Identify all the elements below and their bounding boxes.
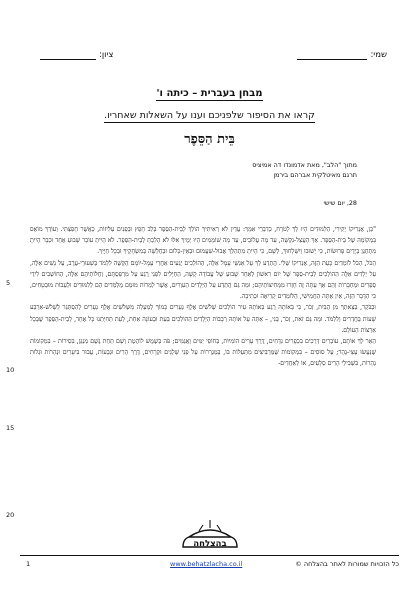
footer-rights: כל הזכויות שמורות לאתר בהצלחה © xyxy=(295,560,399,568)
exam-title-text: מבחן בעברית – כיתה ו' xyxy=(156,88,263,99)
logo-text: בהצלחה xyxy=(193,539,227,549)
page-number: 1 xyxy=(26,560,31,568)
credits-source: מתוך "הלב", מאת אדמונדו דה אמיציס xyxy=(252,161,357,169)
story-paragraph: הַכֹּל, הַכֹּל לוֹמְדִים כָּעֵת הַזֶּה, אֶנְרִיקוֹ שֶׁלִּי. הֲתֵדַע לְךָ עַל אַנְשֵׁי עָמָל אֵלֶּה, הַהוֹלְכִים יְגֵעִים אַחֲרֵי עָמָל-יוֹמָם הַקָּשֶׁה לִלְמֹד בְּשִׁעוּרֵי-עֶרֶב, עַל נָשִׁים אֵלֶּה, עַל יְלָדִים אֵלֶּה הַהוֹלְכִים לְבֵית-סֵפֶר שֶׁל יוֹם רִאשׁוֹן לְאַחַר שָׁבוּעַ שֶׁל עֲבוֹדָה קָשָׁה, הַחַיָּלִים לִפְנֵי רֶגַע עַל מִרְפַּסְתָּם, וְחֻלּוֹתֵיהֶם אֵלֶּה, הַחוֹשְׁבִים לִידֵי סְפָרִים וּמַחְבָּרוֹת וְהֵם אַךְ עַתָּה זֶה חָזְרוּ מִמְּחִיצוֹתֵיהֶם; וּמַה גַּם הֲתֵדַע עַל הַיְּלָדִים הָעִוְרִים, אֲשֶׁר לְמַרוֹת מוּמָם מַלְמְדִים הֵם לְלִמּוּדִים וּלְעַבוֹת מוּבְטָחִים, כִּי הַדָּבָר הַזֶּה, אֵין אַתָּה הַחֲמִישִׁי, הַלּוֹמְדִים קְרִיאָה וּכְתִיבָה. xyxy=(30,259,376,301)
name-label: שמי: xyxy=(370,50,387,60)
credits-translator: תרגם מאיטלקית אברהם בירמן xyxy=(273,171,357,179)
name-blank-line xyxy=(297,50,367,60)
instruction xyxy=(0,110,419,121)
line-number: 15 xyxy=(6,424,15,432)
footer-divider xyxy=(20,555,399,556)
story-paragraph: "כֵּן, אֶנְרִיקוֹ יַקִּירִי, הַלִּמּוּדִים הָיוּ לְךָ לְטֹרַח, כְּדִבְרֵי אִמְּךָ: עֲדַיִן לֹא רְאִיתִיךָ הוֹלֵךְ לְבֵית-הַסֵּפֶר בְּלֵב חָפֵץ וּבְפָנִים עַלִּיזוֹת, כַּאֲשֶׁר חָפַצְתִּי. וְעוֹדְךָ מוֹאֵס בִּמְקוֹמָהּ שֶׁל בֵּית-הַסֵּפֶר. אַךְ הָעֲצֵל-נִקְשָׁה, עַד מָה עֲלוּבִים, עַד מָה שׁוֹמֵמִים הָיוּ יָמֶיךָ אִלּוּ לֹא הָלַכְתָּ לְבֵית-הַסֵּפֶר. לֹא הָיִיתָ עוֹבֵר שָׁבוּעַ אֶחָד וּכְבָר הָיִיתָ מִתְחַנֵּן בְּיָדַיִם פְּרוּשׂוֹת, כִּי יַשׁוּבוּ וְיִשְׁלָחוּךָ, לְשָׁם, כִּי הָיִיתָ מִתְהַלֵּךְ אֲבוּל-שִׁעֲמוּם וּבְאֵין-כְּלוּם וּבְחֻלְשָׁה בְּמִשְׂחָקֶיךָ וּבְכָל חַיֶּיךָ. xyxy=(30,226,376,256)
story-title: בֵּית הַסֵּפֶר xyxy=(184,132,235,147)
line-number: 5 xyxy=(6,279,11,287)
header-row xyxy=(40,50,387,64)
story-paragraph: הַאֵר לְךָ אוֹתָם, עוֹבְרִים דְּרָכִים בִּכְפָרִים נִדָּחִים, דֶּרֶךְ עָרִים הוֹמִיּוֹת, בְּחוֹפֵי יַמִּים וַאֲגַמִּים; פֹּה בְּשֶׁמֶשׁ לוֹהֶטֶת וְשָׁם תַּחַת גֶּשֶׁם מְנַגֵּן, בִּסִירוֹת – בִּמְקוֹמוֹת שֶׁנַּעֲשׂוּ עָצֵי-נָהָר; עַל סוּסִים – בִּמְקוֹמוֹת שֶׁמַּרְבִּיצִים מִתְּעַלּוֹת בּוֹ, בַּמַּגְרְרוֹת עַל פְּנֵי שְׁלָגִים וּקְרָחִים, דֶּרֶךְ הָרִים וּגְבָעוֹת, עֲבוּר בִּיעָרִים וּנְהָרוֹת וּגְלוּת נְהָרוֹת, בִּשְׁבִילֵי הָרִים סְלָעִים, אוֹ לְאַחֲדִים- xyxy=(30,338,376,368)
grade-blank-line xyxy=(40,50,96,60)
story-paragraph: וּבַבֹּקֶר, בְּצֵאתְךָ מִן הַבַּיִת, זְכֹר, כִּי בְּאוֹתָה רֶגַע בְּאוֹתָהּ עִיר הוֹלְכִים שְׁלֹשִׁים אֶלֶף נְעָרִים כָּמוֹךָ לְמַעְלָה מִשְּׁלֹשִׁים אֶלֶף נְעָרִים לְהִסְתַּגֵּר לְשָׁלֹשׁ-אַרְבַּע שָׁעוֹת בַּחֲדָרִים וְלִלְמֹד. וּמָה גַּם זֹאת, זְכֹר, בְּנִי, – אַתָּה עַל אוֹתָהּ רְבָבוֹת הַיְּלָדִים הַהוֹלְכִים בְּעֵת וּבְעוֹנָה אַחַת, לְעֵת תְּחִיָּתֵנוּ כָּל אֶחָד, לְבֵית-הַסֵּפֶר שֶׁבְּכָל אַרְצוֹת הָעוֹלָם. xyxy=(30,304,376,334)
date-line: 28, יום שישי xyxy=(323,199,357,207)
footer xyxy=(20,560,399,572)
line-number: 10 xyxy=(6,366,15,374)
grade-field xyxy=(40,50,113,60)
footer-link[interactable]: www.behatzlacha.co.il xyxy=(170,560,243,568)
behatzlacha-logo xyxy=(175,517,245,551)
instruction-text: קראו את הסיפור שלפניכם וענו על השאלות שאחריו. xyxy=(104,110,315,121)
grade-label: ציון: xyxy=(99,50,114,60)
story-credits xyxy=(57,160,357,180)
exam-title xyxy=(0,88,419,99)
story-body xyxy=(30,224,376,370)
line-number: 20 xyxy=(6,511,15,519)
name-field xyxy=(297,50,387,60)
